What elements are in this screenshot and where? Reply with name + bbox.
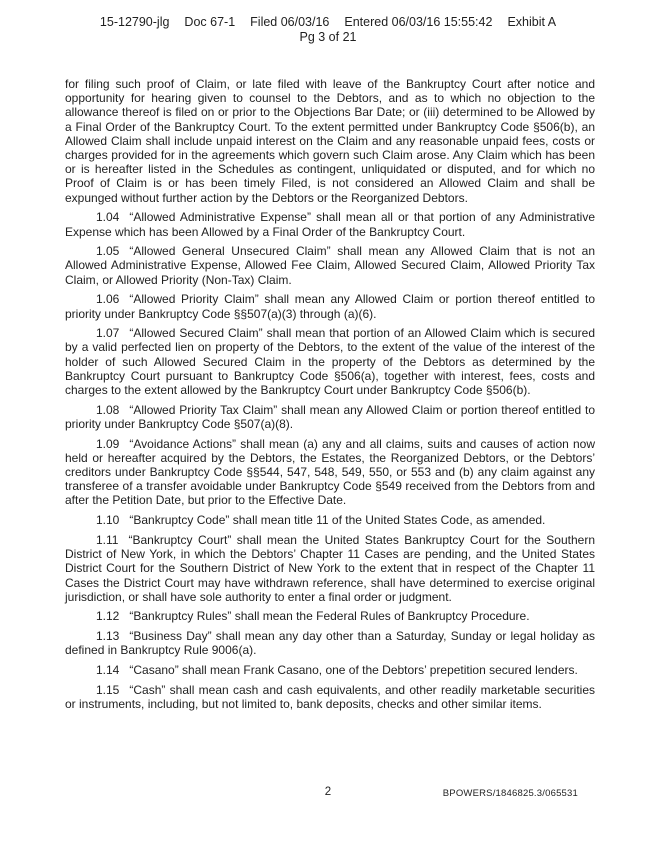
section-1-07 <box>65 326 595 397</box>
section-1-13 <box>65 629 595 657</box>
section-text: “Bankruptcy Rules” shall mean the Federal Rules of Bankruptcy Procedure. <box>129 609 530 624</box>
section-number: 1.10 <box>96 513 120 528</box>
section-number: 1.12 <box>96 609 120 624</box>
section-number: 1.04 <box>96 210 120 225</box>
section-1-15 <box>65 683 595 711</box>
footer-doc-id: BPOWERS/1846825.3/065531 <box>442 788 578 799</box>
court-filing-header <box>0 15 656 44</box>
section-number: 1.09 <box>96 436 120 451</box>
section-1-05 <box>65 244 595 287</box>
section-number: 1.14 <box>96 663 120 678</box>
section-1-11 <box>65 533 595 604</box>
paragraph-intro: for filing such proof of Claim, or late filed with leave of the Bankruptcy Court after notice and opportunity for hearing given to counsel to the Debtors, and as to which no objection to the allowance thereof is filed on or prior to the Objections Bar Date; or (iii) determined to be Allowed by a Final Order of the Bankruptcy Court. To the extent permitted under Bankruptcy Code §506(b), an Allowed Claim shall include unpaid interest on the Claim and any reasonable unpaid fees, costs or charges provided for in the agreements which govern such Claim arose. Any Claim which has been or is hereafter listed in the Schedules as contingent, unliquidated or disputed, and for which no Proof of Claim is or has been timely Filed, is not considered an Allowed Claim and shall be expunged without further action by the Debtors or the Reorganized Debtors. <box>65 77 595 205</box>
section-text: “Business Day” shall mean any day other than a Saturday, Sunday or legal holiday as defined in Bankruptcy Rule 9006(a). <box>65 629 595 658</box>
entered-date: Entered 06/03/16 15:55:42 <box>344 15 493 29</box>
section-1-09 <box>65 437 595 508</box>
section-text: “Cash” shall mean cash and cash equivalents, and other readily marketable securities or instruments, including, but not limited to, bank deposits, checks and other similar items. <box>65 682 595 711</box>
case-number: 15-12790-jlg <box>99 15 170 29</box>
header-line-1 <box>0 15 656 30</box>
section-text: “Allowed General Unsecured Claim” shall mean any Allowed Claim that is not an Allowed Administrative Expense, Allowed Fee Claim, Allowed Secured Claim, Allowed Priority Tax Claim, or Allowed Priority (Non-Tax) Claim. <box>65 244 595 287</box>
section-text: “Allowed Priority Tax Claim” shall mean any Allowed Claim or portion thereof entitled to priority under Bankruptcy Code §507(a)(8). <box>65 402 595 431</box>
section-1-10 <box>65 513 595 527</box>
section-text: “Bankruptcy Code” shall mean title 11 of the United States Code, as amended. <box>129 513 546 528</box>
filed-date: Filed 06/03/16 <box>250 15 330 29</box>
section-text: “Bankruptcy Court” shall mean the United States Bankruptcy Court for the Southern District of New York, in which the Debtors’ Chapter 11 Cases are pending, and the United States District Court for the Southern District of New York to the extent that in respect of the Chapter 11 Cases the District Court may have withdrawn reference, shall have determined to exercise original jurisdiction, or shall have sole authority to enter a final order or judgment. <box>65 532 595 604</box>
section-number: 1.08 <box>96 402 120 417</box>
footer-page-number: 2 <box>324 786 332 798</box>
section-number: 1.13 <box>96 629 120 644</box>
section-1-12 <box>65 609 595 623</box>
section-text: “Allowed Administrative Expense” shall mean all or that portion of any Administrative Expense which has been Allowed by a Final Order of the Bankruptcy Court. <box>65 210 595 239</box>
section-1-06 <box>65 292 595 320</box>
section-number: 1.11 <box>96 532 119 547</box>
section-text: “Allowed Secured Claim” shall mean that portion of an Allowed Claim which is secured by a valid perfected lien on property of the Debtors, to the extent of the value of the interest of the holder of such Allowed Secured Claim in the property of the Debtors as determined by the Bankruptcy Court pursuant to Bankruptcy Code §506(a), together with interest, fees, costs and charges to the extent allowed by the Bankruptcy Court under Bankruptcy Code §506(b). <box>65 326 595 398</box>
section-text: “Allowed Priority Claim” shall mean any Allowed Claim or portion thereof entitled to priority under Bankruptcy Code §§507(a)(3) through (a)(6). <box>65 292 595 321</box>
section-text: “Avoidance Actions” shall mean (a) any and all claims, suits and causes of action now held or hereafter acquired by the Debtors, the Estates, the Reorganized Debtors, or the Debtors’ creditors under Bankruptcy Code §§544, 547, 548, 549, 550, or 553 and (b) any claim against any transferee of a transfer avoidable under Bankruptcy Code §549 received from the Debtors from and after the Petition Date, but prior to the Effective Date. <box>65 436 595 508</box>
section-number: 1.05 <box>96 244 120 259</box>
section-number: 1.07 <box>96 326 120 341</box>
section-1-08 <box>65 403 595 431</box>
section-1-04 <box>65 210 595 238</box>
document-body <box>65 77 595 717</box>
section-number: 1.06 <box>96 292 120 307</box>
exhibit-label: Exhibit A <box>507 15 557 29</box>
section-text: “Casano” shall mean Frank Casano, one of the Debtors’ prepetition secured lenders. <box>129 663 578 678</box>
section-number: 1.15 <box>96 682 120 697</box>
section-1-14 <box>65 663 595 677</box>
page-indicator: Pg 3 of 21 <box>299 29 357 44</box>
doc-number: Doc 67-1 <box>184 15 236 29</box>
